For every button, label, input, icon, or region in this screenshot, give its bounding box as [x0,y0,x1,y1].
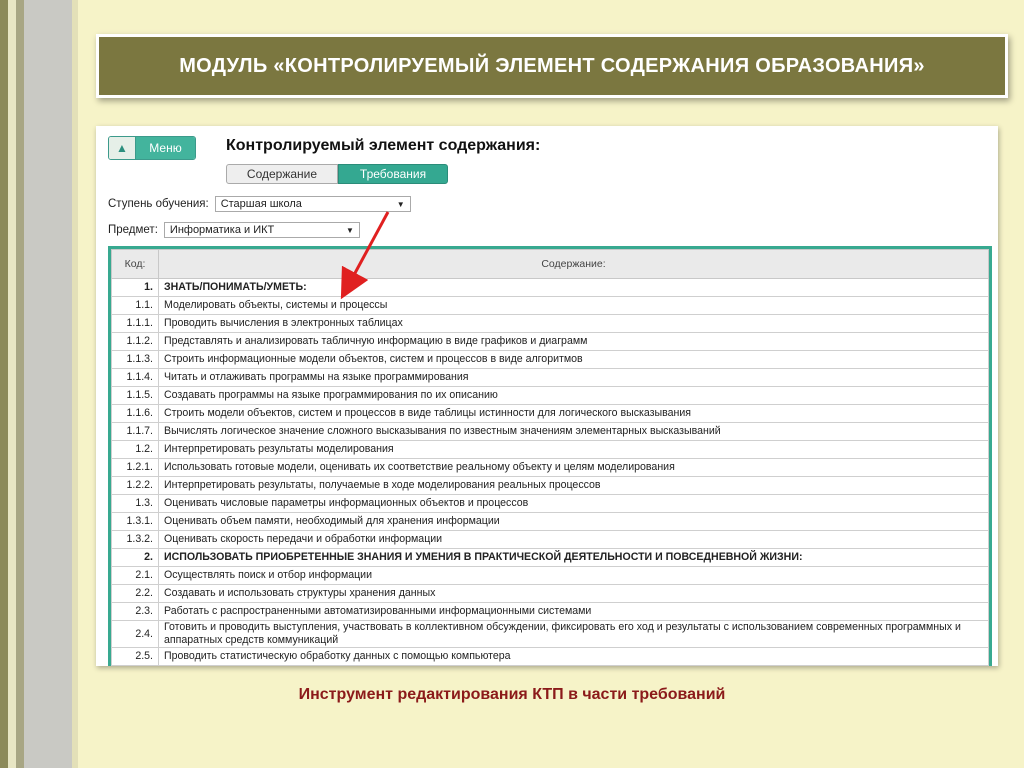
row-content: Строить модели объектов, систем и процессов в виде таблицы истинности для логического высказывания [159,405,989,423]
level-label: Ступень обучения: [108,198,209,210]
row-code: 1.1.1. [112,315,159,333]
row-content: Создавать программы на языке программирования по их описанию [159,387,989,405]
level-value: Старшая школа [220,198,302,210]
row-content: Использовать готовые модели, оценивать их соответствие реальному объекту и целям моделирования [159,459,989,477]
caret-down-icon: ▼ [345,225,354,235]
page-heading: Контролируемый элемент содержания: [226,137,541,154]
row-code: 1.1.7. [112,423,159,441]
row-content: Проводить вычисления в электронных таблицах [159,315,989,333]
row-code: 1.2. [112,441,159,459]
subject-label: Предмет: [108,224,158,236]
row-content: Осуществлять поиск и отбор информации [159,567,989,585]
row-code: 1.1.3. [112,351,159,369]
row-content: Проводить статистическую обработку данных с помощью компьютера [159,648,989,666]
row-content: ЗНАТЬ/ПОНИМАТЬ/УМЕТЬ: [159,279,989,297]
slide-title: МОДУЛЬ «КОНТРОЛИРУЕМЫЙ ЭЛЕМЕНТ СОДЕРЖАНИЯ ОБРАЗОВАНИЯ» [179,54,925,77]
row-content: Моделировать объекты, системы и процессы [159,297,989,315]
row-content: Вычислять логическое значение сложного высказывания по известным значениям элементарных высказываний [159,423,989,441]
row-content: ИСПОЛЬЗОВАТЬ ПРИОБРЕТЕННЫЕ ЗНАНИЯ И УМЕНИЯ В ПРАКТИЧЕСКОЙ ДЕЯТЕЛЬНОСТИ И ПОВСЕДНЕВНОЙ ЖИЗНИ: [159,549,989,567]
row-code: 1.1.2. [112,333,159,351]
row-code: 1. [112,279,159,297]
subject-value: Информатика и ИКТ [169,224,275,236]
column-header-content[interactable]: Содержание: [159,250,989,279]
row-code: 2.5. [112,648,159,666]
tab-content[interactable]: Содержание [226,164,338,184]
row-content: Оценивать скорость передачи и обработки информации [159,531,989,549]
tab-requirements[interactable]: Требования [338,164,448,184]
row-content: Интерпретировать результаты моделирования [159,441,989,459]
row-content: Оценивать объем памяти, необходимый для хранения информации [159,513,989,531]
row-code: 1.1.4. [112,369,159,387]
arrow-up-icon: ▲ [109,137,136,159]
menu-button-label: Меню [136,137,195,159]
row-code: 1.1.5. [112,387,159,405]
row-content: Строить информационные модели объектов, систем и процессов в виде алгоритмов [159,351,989,369]
row-code: 1.1. [112,297,159,315]
row-code: 2.1. [112,567,159,585]
row-content: Читать и отлаживать программы на языке программирования [159,369,989,387]
row-code: 1.3.1. [112,513,159,531]
row-content: Оценивать числовые параметры информационных объектов и процессов [159,495,989,513]
row-content: Интерпретировать результаты, получаемые в ходе моделирования реальных процессов [159,477,989,495]
row-content: Создавать и использовать структуры хранения данных [159,585,989,603]
row-code: 2.2. [112,585,159,603]
row-code: 2.4. [112,621,159,648]
red-arrow-icon [345,212,388,286]
row-code: 1.3.2. [112,531,159,549]
row-code: 1.2.1. [112,459,159,477]
caret-down-icon: ▼ [396,199,405,209]
row-content: Представлять и анализировать табличную информацию в виде графиков и диаграмм [159,333,989,351]
column-header-code[interactable]: Код: [112,250,159,279]
row-content: Работать с распространенными автоматизированными информационными системами [159,603,989,621]
row-code: 2. [112,549,159,567]
row-code: 1.1.6. [112,405,159,423]
row-code: 2.3. [112,603,159,621]
row-code: 1.2.2. [112,477,159,495]
slide-caption: Инструмент редактирования КТП в части требований [298,686,726,703]
row-code: 1.3. [112,495,159,513]
row-content: Готовить и проводить выступления, участвовать в коллективном обсуждении, фиксировать его ход и результаты с использованием современных программных и аппаратных средств коммуникаций [159,621,989,648]
